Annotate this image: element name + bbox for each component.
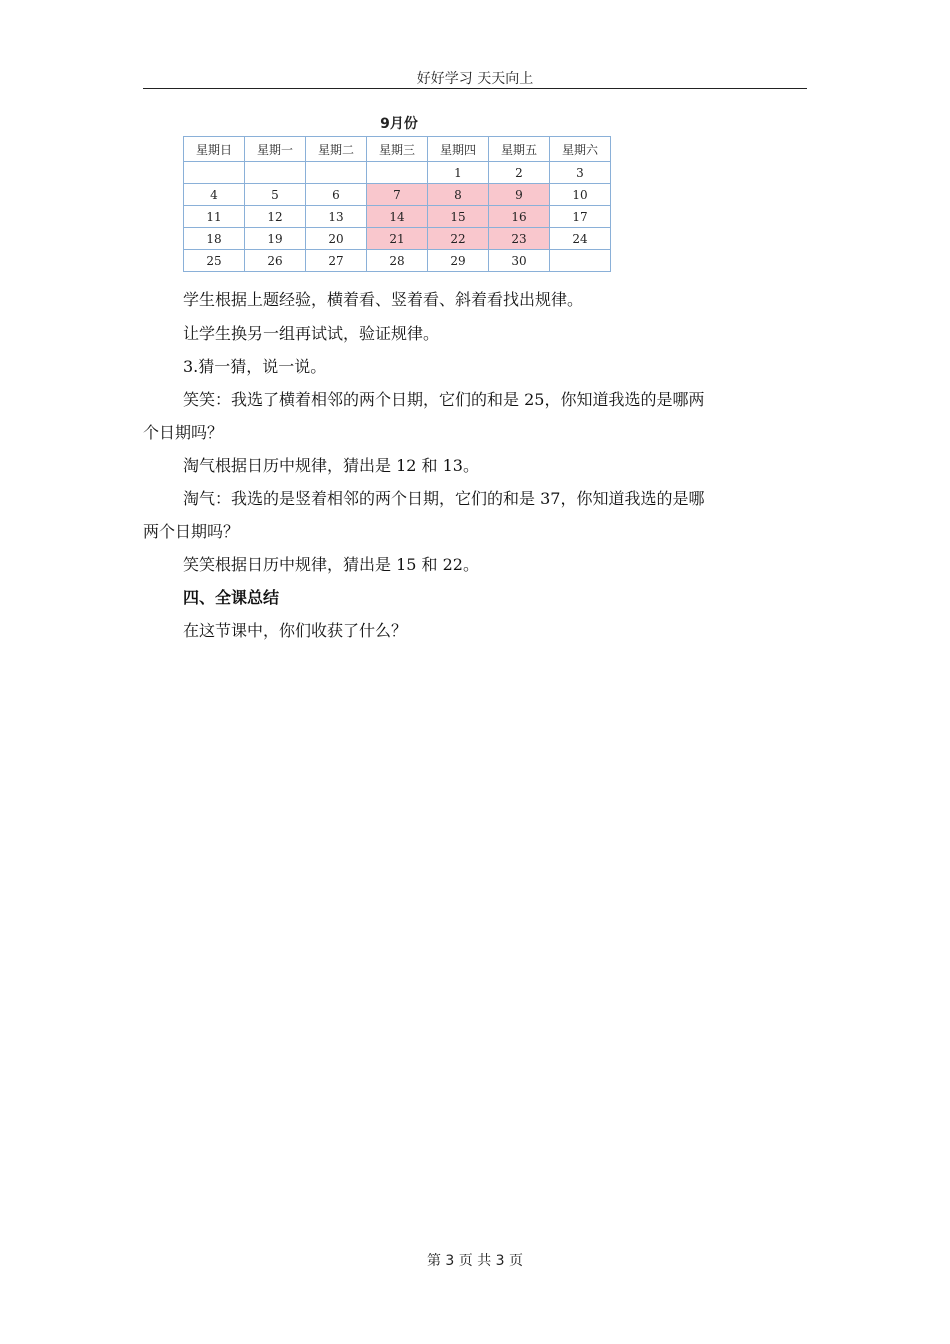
calendar-day-cell: 30 [489,250,550,272]
calendar-week-row [184,228,611,250]
section-heading-summary: 四、全课总结 [183,588,280,607]
paragraph-xiaoxiao-question-line2: 个日期吗？ [143,423,224,442]
paragraph-xiaoxiao-question-line1: 笑笑：我选了横着相邻的两个日期，它们的和是 25，你知道我选的是哪两 [183,390,705,409]
calendar-day-cell-highlighted: 9 [489,184,550,206]
calendar-week-row [184,250,611,272]
calendar-day-cell: 17 [550,206,611,228]
calendar-day-cell: 1 [428,162,489,184]
page-footer: 第 3 页 共 3 页 [426,1253,524,1269]
calendar-day-cell: 29 [428,250,489,272]
calendar-day-cell: 10 [550,184,611,206]
calendar-week-row [184,206,611,228]
calendar-day-cell-highlighted: 21 [367,228,428,250]
calendar-day-cell: 3 [550,162,611,184]
weekday-header: 星期四 [428,137,489,162]
calendar-day-cell: 27 [306,250,367,272]
paragraph-observe: 学生根据上题经验，横着看、竖着看、斜着看找出规律。 [183,290,584,309]
calendar-title: 9月份 [380,116,418,132]
weekday-header: 星期一 [245,137,306,162]
paragraph-xiaoxiao-answer: 笑笑根据日历中规律，猜出是 15 和 22。 [183,555,479,574]
calendar-day-cell: 19 [245,228,306,250]
calendar-day-cell-highlighted: 14 [367,206,428,228]
paragraph-taoqi-answer: 淘气根据日历中规律，猜出是 12 和 13。 [183,456,479,475]
calendar-day-cell: 24 [550,228,611,250]
paragraph-guess-heading: 3.猜一猜，说一说。 [183,357,327,376]
calendar-day-cell: 13 [306,206,367,228]
calendar-day-cell: 6 [306,184,367,206]
calendar-day-cell: 5 [245,184,306,206]
calendar-day-cell-highlighted: 16 [489,206,550,228]
calendar-table [183,136,611,272]
calendar-day-cell: 11 [184,206,245,228]
calendar-day-cell: 18 [184,228,245,250]
calendar-day-cell: 26 [245,250,306,272]
calendar-day-cell: 25 [184,250,245,272]
calendar-day-cell: 2 [489,162,550,184]
weekday-header: 星期五 [489,137,550,162]
calendar-day-cell-highlighted: 7 [367,184,428,206]
calendar-day-cell: 28 [367,250,428,272]
calendar-day-cell-highlighted: 22 [428,228,489,250]
weekday-header: 星期三 [367,137,428,162]
calendar-day-cell [306,162,367,184]
calendar-day-cell: 20 [306,228,367,250]
paragraph-taoqi-question-line2: 两个日期吗？ [143,522,240,541]
paragraph-taoqi-question-line1: 淘气：我选的是竖着相邻的两个日期，它们的和是 37，你知道我选的是哪 [183,489,705,508]
calendar-day-cell: 12 [245,206,306,228]
calendar-day-cell [367,162,428,184]
weekday-header: 星期六 [550,137,611,162]
calendar-day-cell [184,162,245,184]
paragraph-verify: 让学生换另一组再试试，验证规律。 [183,324,440,343]
calendar-day-cell-highlighted: 15 [428,206,489,228]
paragraph-summary-question: 在这节课中，你们收获了什么？ [183,621,408,640]
calendar-week-row [184,184,611,206]
calendar-day-cell-highlighted: 23 [489,228,550,250]
weekday-row [184,137,611,162]
calendar-day-cell: 4 [184,184,245,206]
calendar-day-cell [550,250,611,272]
weekday-header: 星期二 [306,137,367,162]
page-header: 好好学习 天天向上 [416,71,534,87]
weekday-header: 星期日 [184,137,245,162]
calendar-day-cell-highlighted: 8 [428,184,489,206]
calendar-week-row [184,162,611,184]
calendar-day-cell [245,162,306,184]
header-divider [143,88,807,89]
